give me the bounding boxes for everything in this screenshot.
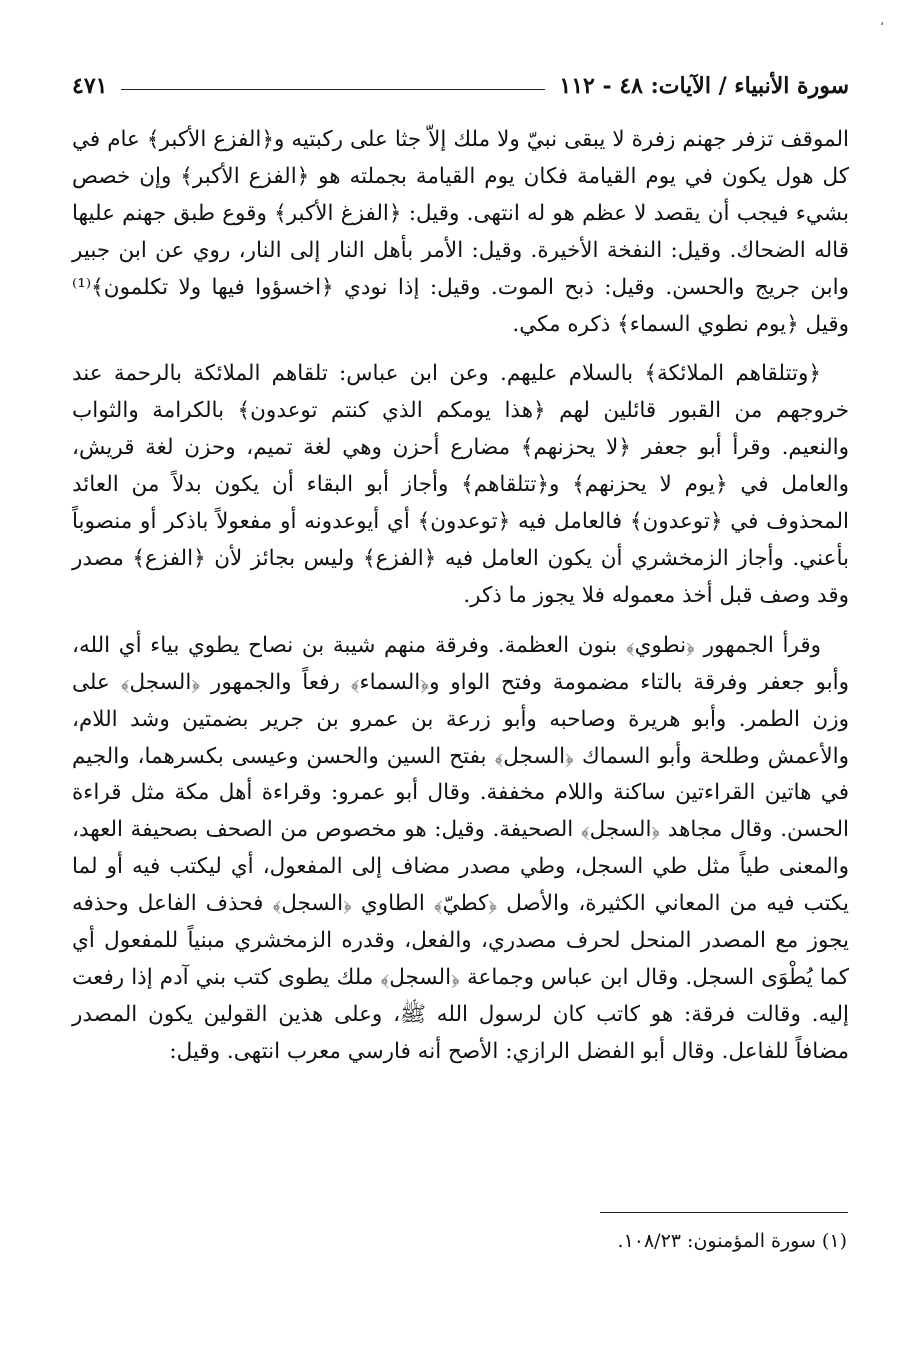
corner-mark: ،: [880, 14, 884, 28]
main-text: [72, 122, 849, 1071]
footnote: (١) سورة المؤمنون: ١٠٨/٢٣.: [617, 1230, 847, 1252]
page-header: [72, 66, 849, 106]
paragraph-3: وقرأ الجمهور ﴿نطوي﴾ بنون العظمة. وفرقة منهم شيبة بن نصاح يطوي بياء أي الله، وأبو جعفر وفرقة بالتاء مضمومة وفتح الواو و﴿السماء﴾ رفعاً والجمهور ﴿السجل﴾ على وزن الطمر. وأبو هريرة وصاحبه وأبو زرعة بن عمرو بن جرير بضمتين وشد اللام، والأعمش وطلحة وأبو السماك ﴿السجل﴾ بفتح السين والحسن وعيسى بكسرهما، والجيم في هاتين القراءتين ساكنة واللام مخففة. وقال أبو عمرو: وقراءة أهل مكة مثل قراءة الحسن. وقال مجاهد ﴿السجل﴾ الصحيفة. وقيل: هو مخصوص من الصحف بصحيفة العهد، والمعنى طياً مثل طي السجل، وطي مصدر مضاف إلى المفعول، أي ليكتب فيه أو لما يكتب فيه من المعاني الكثيرة، والأصل ﴿كطيّ﴾ الطاوي ﴿السجل﴾ فحذف الفاعل وحذفه يجوز مع المصدر المنحل لحرف مصدري، والفعل، وقدره الزمخشري مبنياً للمفعول أي كما يُطْوَى السجل. وقال ابن عباس وجماعة ﴿السجل﴾ ملك يطوى كتب بني آدم إذا رفعت إليه. وقالت فرقة: هو كاتب كان لرسول الله ﷺ، وعلى هذين القولين يكون المصدر مضافاً للفاعل. وقال أبو الفضل الرازي: الأصح أنه فارسي معرب انتهى. وقيل:: [72, 632, 849, 1064]
page-number: ٤٧١: [72, 73, 108, 99]
paragraph-1: الموقف تزفر جهنم زفرة لا يبقى نبيّ ولا ملك إلاّ جثا على ركبتيه و﴿الفزع الأكبر﴾ عام في كل هول يكون في يوم القيامة فكان يوم القيامة بجملته هو ﴿الفزع الأكبر﴾ وإن خصص بشيء فيجب أن يقصد لا عظم هو له انتهى. وقيل: ﴿الفزغ الأكبر﴾ وقوع طبق جهنم عليها قاله الضحاك. وقيل: النفخة الأخيرة. وقيل: الأمر بأهل النار إلى النار، روي عن ابن جبير وابن جريج والحسن. وقيل: ذبح الموت. وقيل: إذا نودي ﴿اخسؤوا فيها ولا تكلمون﴾⁽¹⁾ وقيل ﴿يوم نطوي السماء﴾ ذكره مكي.: [72, 127, 849, 337]
running-title: سورة الأنبياء / الآيات: ٤٨ - ١١٢: [559, 73, 849, 99]
paragraph-2: ﴿وتتلقاهم الملائكة﴾ بالسلام عليهم. وعن ابن عباس: تلقاهم الملائكة بالرحمة عند خروجهم من القبور قائلين لهم ﴿هذا يومكم الذي كنتم توعدون﴾ بالكرامة والثواب والنعيم. وقرأ أبو جعفر ﴿لا يحزنهم﴾ مضارع أحزن وهي لغة تميم، وحزن لغة قريش، والعامل في ﴿يوم لا يحزنهم﴾ و﴿تتلقاهم﴾ وأجاز أبو البقاء أن يكون بدلاً من العائد المحذوف في ﴿توعدون﴾ فالعامل فيه ﴿توعدون﴾ أي أيوعدونه أو مفعولاً باذكر أو منصوباً بأعني. وأجاز الزمخشري أن يكون العامل فيه ﴿الفزع﴾ وليس بجائز لأن ﴿الفزع﴾ مصدر وقد وصف قبل أخذ معموله فلا يجوز ما ذكر.: [72, 361, 849, 608]
header-rule: [121, 89, 545, 90]
footnote-rule: [600, 1212, 848, 1213]
